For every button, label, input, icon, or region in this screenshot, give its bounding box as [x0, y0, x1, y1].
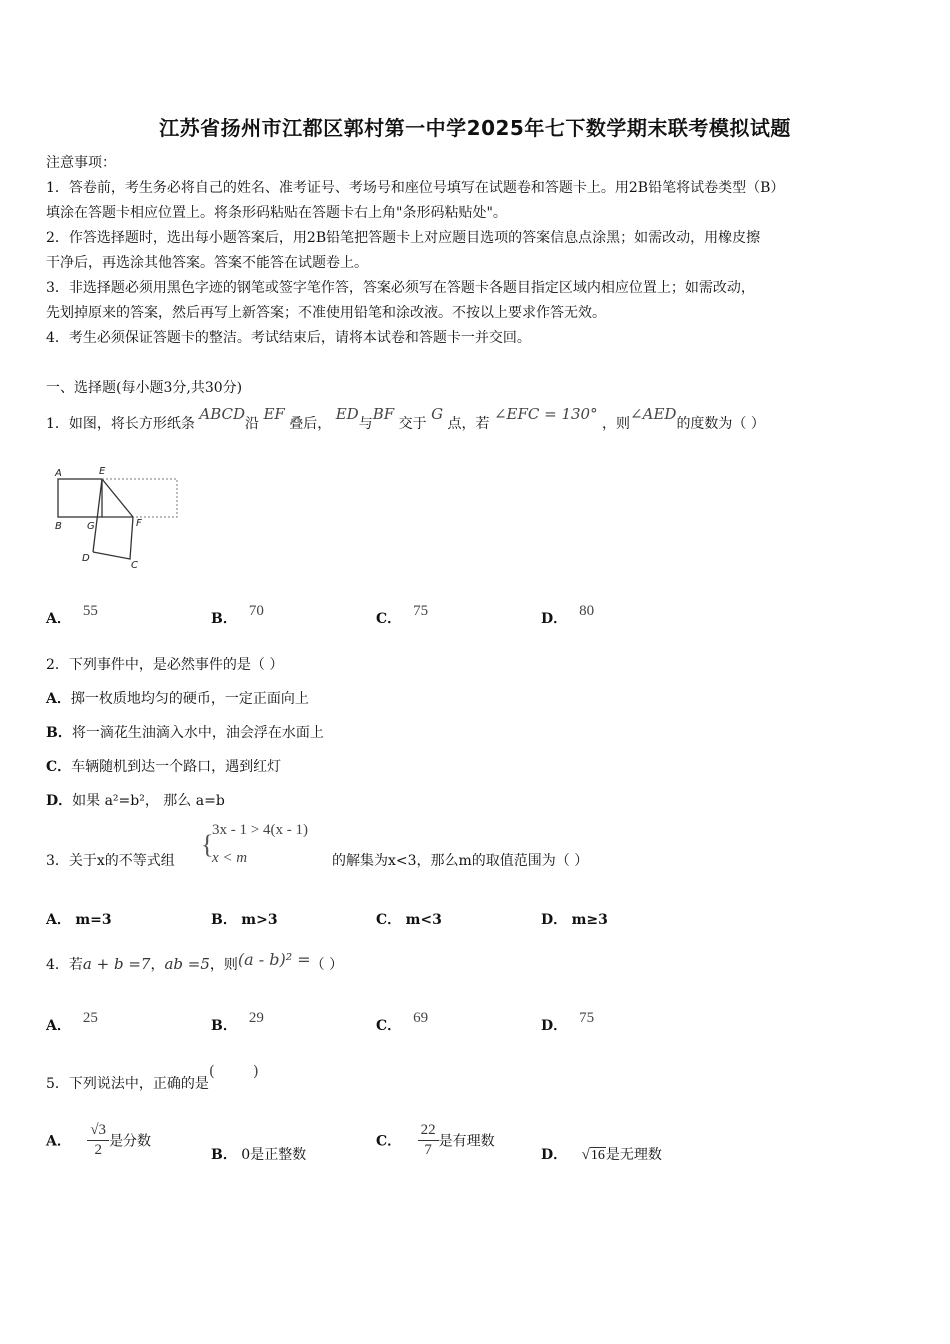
q4-option-b[interactable]: [211, 1010, 264, 1035]
option-label: C．: [376, 1018, 402, 1034]
fraction-denominator: 2: [94, 1142, 102, 1158]
q5-option-b[interactable]: [211, 1144, 306, 1164]
option-label: C．: [376, 912, 402, 928]
q1-text: 沿: [245, 416, 260, 432]
notice-line: 填涂在答题卡相应位置上。将条形码粘贴在答题卡右上角"条形码粘贴处"。: [46, 205, 507, 221]
option-text: m<3: [405, 912, 442, 928]
option-value: 75: [579, 1010, 595, 1026]
label-d: D: [82, 553, 90, 564]
q1-option-a[interactable]: [46, 603, 98, 628]
q1-math-g: G: [431, 405, 444, 423]
label-c: C: [131, 560, 138, 571]
edge-ed: [93, 479, 102, 552]
q5-text: 5．下列说法中，正确的是: [46, 1076, 209, 1092]
notice-line: 4．考生必须保证答题卡的整洁。考试结束后，请将本试卷和答题卡一并交回。: [46, 330, 531, 346]
question-1-stem: [46, 405, 765, 433]
square-root: [582, 1147, 606, 1164]
option-text: 掷一枚质地均匀的硬币，一定正面向上: [70, 691, 309, 707]
notice-heading: 注意事项：: [46, 155, 116, 171]
q1-text: 点，若: [447, 416, 490, 432]
option-label: B．: [211, 912, 237, 928]
inequality-2: x < m: [212, 850, 248, 866]
q4-math-product: ab =5: [164, 955, 210, 973]
q1-option-d[interactable]: [541, 603, 595, 628]
option-text: 是有理数: [438, 1133, 495, 1150]
option-text: 0是正整数: [241, 1147, 307, 1163]
q2-option-a[interactable]: [46, 688, 309, 708]
radical-sign-icon: √: [581, 1147, 590, 1163]
option-value: 55: [82, 603, 98, 619]
label-a: A: [55, 468, 62, 479]
option-text: m≥3: [571, 912, 608, 928]
q1-math-angle-efc: ∠EFC = 130°: [493, 405, 598, 423]
notice-line: 干净后，再选涂其他答案。答案不能答在试题卷上。: [46, 255, 368, 271]
page-title: 江苏省扬州市江都区郭村第一中学2025年七下数学期末联考模拟试题: [159, 116, 791, 140]
q4-text: ，: [150, 957, 165, 973]
option-label: D．: [541, 1147, 568, 1163]
question-3-stem-post: 的解集为x<3，那么m的取值范围为（ ）: [332, 853, 589, 869]
q1-text: 的度数为（ ）: [676, 416, 765, 432]
option-text: m>3: [241, 912, 278, 928]
inequality-1: 3x - 1 > 4(x - 1): [212, 822, 308, 838]
q1-text: ，则: [602, 416, 631, 432]
option-value: 75: [413, 603, 429, 619]
q2-option-d[interactable]: [46, 790, 225, 810]
option-label: B．: [211, 1018, 237, 1034]
q4-option-d[interactable]: [541, 1010, 595, 1035]
q1-option-b[interactable]: [211, 603, 264, 628]
q1-text: 交于: [398, 416, 427, 432]
option-label: A．: [46, 912, 71, 928]
fraction: [418, 1122, 439, 1159]
q4-text: （ ）: [310, 957, 344, 973]
option-text: 是无理数: [605, 1147, 662, 1163]
question-5-stem: [46, 1062, 259, 1093]
q4-text: ，则: [209, 957, 238, 973]
q3-option-d[interactable]: [541, 909, 608, 929]
fraction-denominator: 7: [424, 1142, 432, 1158]
option-value: 70: [248, 603, 264, 619]
option-label: A．: [46, 1133, 71, 1150]
option-label: D．: [541, 611, 568, 627]
notice-line: 1．答卷前，考生务必将自己的姓名、准考证号、考场号和座位号填写在试题卷和答题卡上。用2B铅笔将试卷类型（B）: [46, 180, 785, 196]
q5-paren: ( ): [208, 1062, 259, 1080]
q1-text: 与: [358, 416, 373, 432]
question-3-stem-pre: 3．关于x的不等式组: [46, 853, 175, 869]
option-label: D．: [541, 1018, 568, 1034]
q1-math-ef: EF: [263, 405, 285, 423]
original-strip-dashed: [102, 479, 177, 517]
q4-option-c[interactable]: [376, 1010, 429, 1035]
label-f: F: [136, 518, 142, 529]
label-e: E: [99, 466, 106, 477]
option-label: A．: [46, 1018, 71, 1034]
option-label: D．: [46, 793, 73, 809]
option-text: 将一滴花生油滴入水中，油会浮在水面上: [71, 725, 324, 741]
q1-text: 叠后，: [289, 416, 332, 432]
notice-line: 先划掉原来的答案，然后再写上新答案；不准使用铅笔和涂改液。不按以上要求作答无效。: [46, 305, 606, 321]
q2-option-c[interactable]: [46, 756, 281, 776]
option-value: 25: [82, 1010, 98, 1026]
folded-edge-dc: [93, 517, 133, 559]
q1-number: 1．: [46, 416, 69, 432]
q5-option-c[interactable]: [376, 1122, 495, 1159]
option-value: 80: [579, 603, 595, 619]
option-label: A．: [46, 611, 71, 627]
option-value: 29: [248, 1010, 264, 1026]
brace-icon: {: [201, 830, 214, 859]
q1-math-abcd: ABCD: [199, 405, 246, 423]
fraction: [87, 1122, 109, 1159]
option-label: D．: [541, 912, 568, 928]
option-label: B．: [46, 725, 72, 741]
option-text: 如果 a²=b²， 那么 a=b: [72, 793, 225, 809]
fraction-numerator: √3: [87, 1122, 109, 1141]
strip-left-part: [58, 479, 102, 517]
q2-option-b[interactable]: [46, 722, 324, 742]
option-label: C．: [376, 611, 402, 627]
option-label: A．: [46, 691, 71, 707]
fraction-numerator: 22: [418, 1122, 439, 1141]
q1-figure: [50, 462, 190, 574]
question-2-stem: 2．下列事件中，是必然事件的是（ ）: [46, 657, 284, 673]
option-text: 车辆随机到达一个路口，遇到红灯: [71, 759, 282, 775]
q5-option-d[interactable]: [541, 1144, 662, 1164]
q4-math-sum: a + b =7: [82, 955, 151, 973]
q1-math-ed: ED: [335, 405, 359, 423]
q4-math-square: (a - b)² =: [237, 950, 311, 969]
notice-line: 2．作答选择题时，选出每小题答案后，用2B铅笔把答题卡上对应题目选项的答案信息点涂黑；如需改动，用橡皮擦: [46, 230, 761, 246]
q1-text: 如图，将长方形纸条: [68, 416, 195, 432]
q3-option-a[interactable]: [46, 909, 112, 929]
label-g: G: [87, 521, 95, 532]
radicand: 16: [590, 1148, 605, 1163]
option-label: C．: [46, 759, 72, 775]
option-text: m=3: [75, 912, 112, 928]
q4-option-a[interactable]: [46, 1010, 98, 1035]
option-label: B．: [211, 1147, 237, 1163]
section-heading: 一、选择题(每小题3分,共30分): [46, 380, 243, 396]
q4-text: 4．若: [46, 957, 83, 973]
option-label: B．: [211, 611, 237, 627]
question-4-stem: [46, 950, 344, 974]
q3-option-b[interactable]: [211, 909, 278, 929]
q5-option-a[interactable]: [46, 1122, 151, 1159]
option-label: C．: [376, 1133, 402, 1150]
q1-math-bf: BF: [372, 405, 395, 423]
label-b: B: [55, 521, 62, 532]
fold-line-ef: [102, 479, 133, 517]
notice-line: 3．非选择题必须用黑色字迹的钢笔或签字笔作答，答案必须写在答题卡各题目指定区域内相应位置上；如需改动，: [46, 280, 755, 296]
q3-option-c[interactable]: [376, 909, 442, 929]
option-text: 是分数: [109, 1133, 152, 1150]
option-value: 69: [413, 1010, 429, 1026]
q1-math-angle-aed: ∠AED: [630, 405, 677, 423]
q1-option-c[interactable]: [376, 603, 429, 628]
